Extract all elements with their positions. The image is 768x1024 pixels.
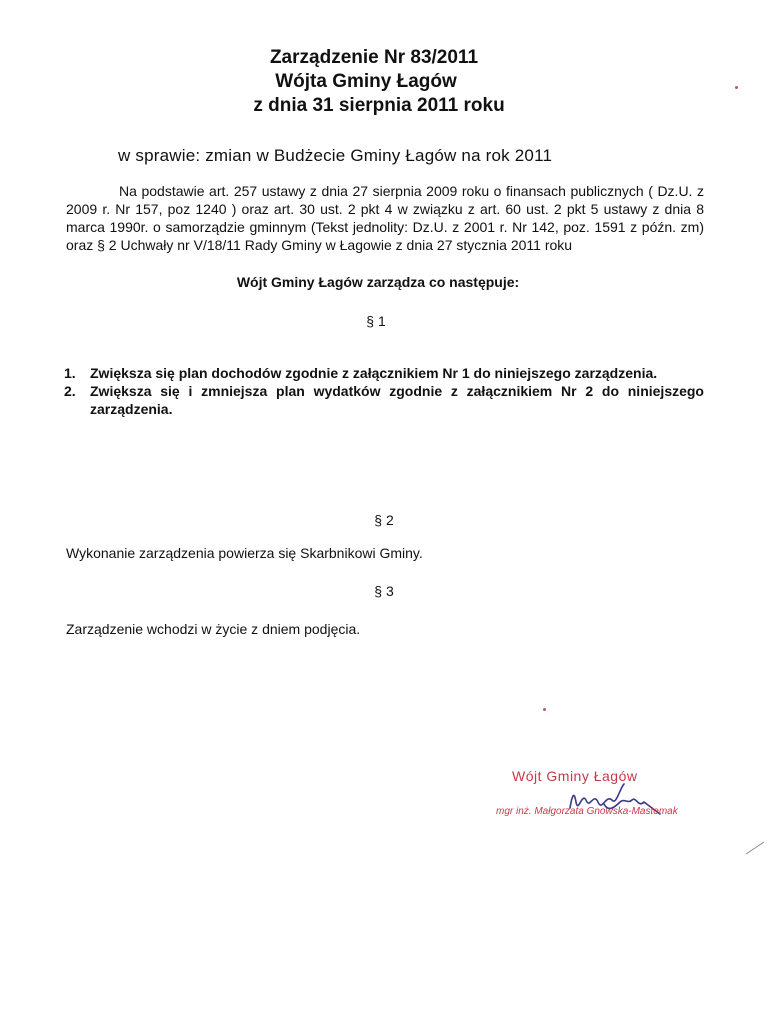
execution-clause: Wykonanie zarządzenia powierza się Skarbnikowi Gminy.: [66, 545, 423, 561]
handwritten-signature: [560, 778, 680, 826]
document-title-line-2: Wójta Gminy Łagów: [275, 71, 457, 92]
stamp-title: Wójt Gminy Łagów: [512, 768, 638, 784]
section-mark-2: § 2: [374, 512, 394, 528]
document-title-line-1: Zarządzenie Nr 83/2011: [269, 47, 479, 68]
list-item-text: Zwiększa się i zmniejsza plan wydatków zgodnie z załącznikiem Nr 2 do niniejszego zarządzenia.: [90, 383, 704, 417]
decree-statement: Wójt Gminy Łagów zarządza co następuje:: [236, 274, 520, 290]
scan-mark: [744, 838, 768, 858]
document-title-line-3: z dnia 31 sierpnia 2011 roku: [253, 95, 505, 116]
list-item-text: Zwiększa się plan dochodów zgodnie z załącznikiem Nr 1 do niniejszego zarządzenia.: [90, 365, 658, 381]
scan-speck: [735, 86, 738, 89]
section-mark-3: § 3: [374, 583, 394, 599]
section-1-list: [64, 364, 704, 418]
scan-speck: [543, 708, 546, 711]
legal-basis-paragraph: Na podstawie art. 257 ustawy z dnia 27 sierpnia 2009 roku o finansach publicznych ( Dz.U. z 2009 r. Nr 157, poz 1240 ) oraz art. 30 ust. 2 pkt 4 w związku z art. 60 ust. 2 pkt 5 ustawy z dnia 8 marca 1990r. o samorządzie gminnym (Tekst jednolity: Dz.U. z 2001 r. Nr 142, poz. 1591 z późn. zm) oraz § 2 Uchwały nr V/18/11 Rady Gminy w Łagowie z dnia 27 stycznia 2011 roku: [66, 183, 704, 253]
effective-date-clause: Zarządzenie wchodzi w życie z dniem podjęcia.: [66, 621, 361, 637]
stamp-official-name: mgr inż. Małgorzata Gnowska-Mastemak: [496, 806, 678, 817]
list-item: [64, 382, 704, 418]
list-item-number: 1.: [64, 365, 76, 381]
list-item-number: 2.: [64, 383, 76, 399]
list-item: [64, 364, 704, 382]
section-mark-1: § 1: [366, 313, 386, 329]
document-subject: w sprawie: zmian w Budżecie Gminy Łagów na rok 2011: [118, 146, 553, 165]
